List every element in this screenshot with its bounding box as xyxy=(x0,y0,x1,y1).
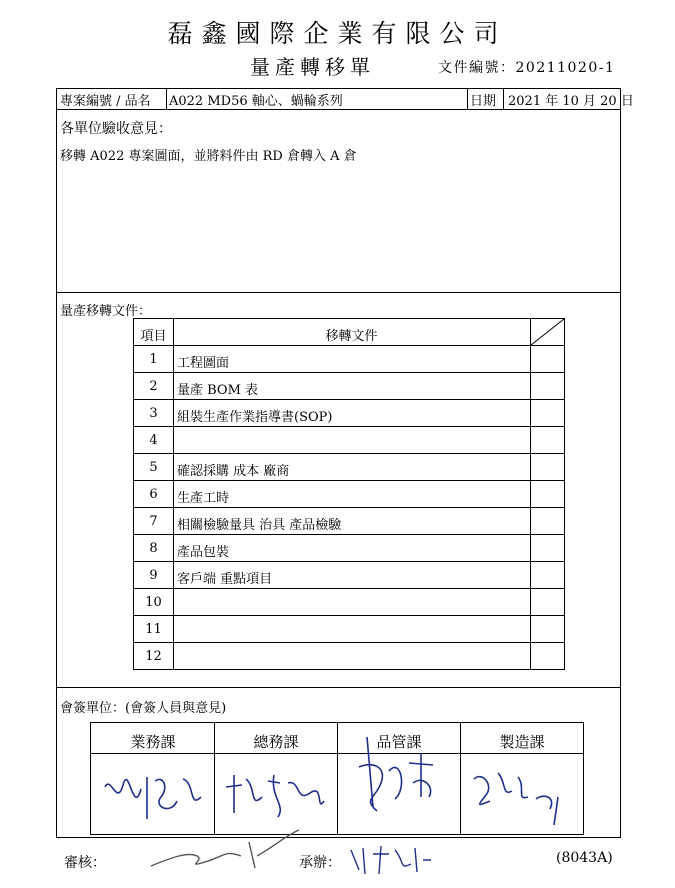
form-title: 量產轉移單 xyxy=(250,55,375,79)
divider xyxy=(503,89,504,109)
row-document-name: 確認採購 成本 廠商 xyxy=(177,464,290,479)
table-row xyxy=(134,480,564,507)
row-number: 9 xyxy=(149,568,158,583)
table-row xyxy=(134,642,564,669)
row-number: 1 xyxy=(149,352,158,367)
table-row xyxy=(134,588,564,615)
review-label: 審核： xyxy=(64,855,106,871)
form-code: (8043A) xyxy=(556,850,613,866)
row-document-name: 量產 BOM 表 xyxy=(177,383,259,398)
divider xyxy=(467,89,468,109)
row-document-name: 生產工時 xyxy=(177,491,230,506)
transfer-docs-label: 量產移轉文件： xyxy=(60,304,152,319)
table-row xyxy=(134,372,564,399)
unit-manufacturing: 製造課 xyxy=(499,733,545,751)
row-number: 11 xyxy=(145,622,162,637)
signature-general-affairs xyxy=(220,757,332,831)
opinions-label: 各單位驗收意見： xyxy=(60,121,172,137)
countersign-label: 會簽單位：(會簽人員與意見) xyxy=(60,701,227,716)
table-row xyxy=(134,561,564,588)
project-label: 專案編號 / 品名 xyxy=(60,94,151,109)
handler-label: 承辦： xyxy=(299,855,341,871)
date-value: 2021 年 10 月 20 日 xyxy=(508,94,634,109)
table-row xyxy=(134,534,564,561)
row-number: 8 xyxy=(149,541,158,556)
unit-sales: 業務課 xyxy=(130,733,176,751)
row-document-name: 相關檢驗量具 治具 產品檢驗 xyxy=(177,518,342,533)
row-number: 5 xyxy=(149,460,158,475)
opinions-text: 移轉 A022 專案圖面，並將料件由 RD 倉轉入 A 倉 xyxy=(60,149,357,164)
table-row xyxy=(134,615,564,642)
date-label: 日期 xyxy=(470,94,497,109)
row-document-name: 客戶端 重點項目 xyxy=(177,572,273,587)
divider xyxy=(57,292,620,293)
reviewer-signature xyxy=(145,826,305,876)
row-number: 3 xyxy=(149,406,158,421)
project-value: A022 MD56 軸心、蝸輪系列 xyxy=(169,94,343,109)
signature-sales xyxy=(97,757,209,831)
table-row xyxy=(134,399,564,426)
row-number: 7 xyxy=(149,514,158,529)
document-number-value: 20211020-1 xyxy=(515,60,616,76)
document-number-label: 文件編號： xyxy=(438,60,516,76)
column-header-doc: 移轉文件 xyxy=(325,329,378,344)
table-row xyxy=(134,453,564,480)
company-name: 磊鑫國際企業有限公司 xyxy=(167,19,508,48)
row-document-name: 產品包裝 xyxy=(177,545,230,560)
table-row xyxy=(134,345,564,372)
countersign-table xyxy=(90,722,584,835)
document-number xyxy=(438,57,615,77)
signature-manufacturing xyxy=(466,757,578,831)
handler-signature xyxy=(345,840,435,880)
column-header-item: 項目 xyxy=(140,329,167,344)
diagonal-slash xyxy=(531,319,564,345)
row-number: 2 xyxy=(149,379,158,394)
transfer-docs-table xyxy=(133,318,565,670)
divider xyxy=(166,89,167,109)
table-row xyxy=(134,426,564,453)
signature-quality-control xyxy=(343,727,455,831)
divider xyxy=(57,687,620,688)
row-document-name: 組裝生產作業指導書(SOP) xyxy=(177,410,333,425)
row-number: 10 xyxy=(145,595,162,610)
divider xyxy=(57,109,620,110)
table-row xyxy=(134,507,564,534)
row-number: 12 xyxy=(145,649,162,664)
unit-general-affairs: 總務課 xyxy=(253,733,299,751)
row-number: 6 xyxy=(149,487,158,502)
row-document-name: 工程圖面 xyxy=(177,356,230,371)
unit-quality-control: 品管課 xyxy=(376,733,422,751)
row-number: 4 xyxy=(149,433,158,448)
